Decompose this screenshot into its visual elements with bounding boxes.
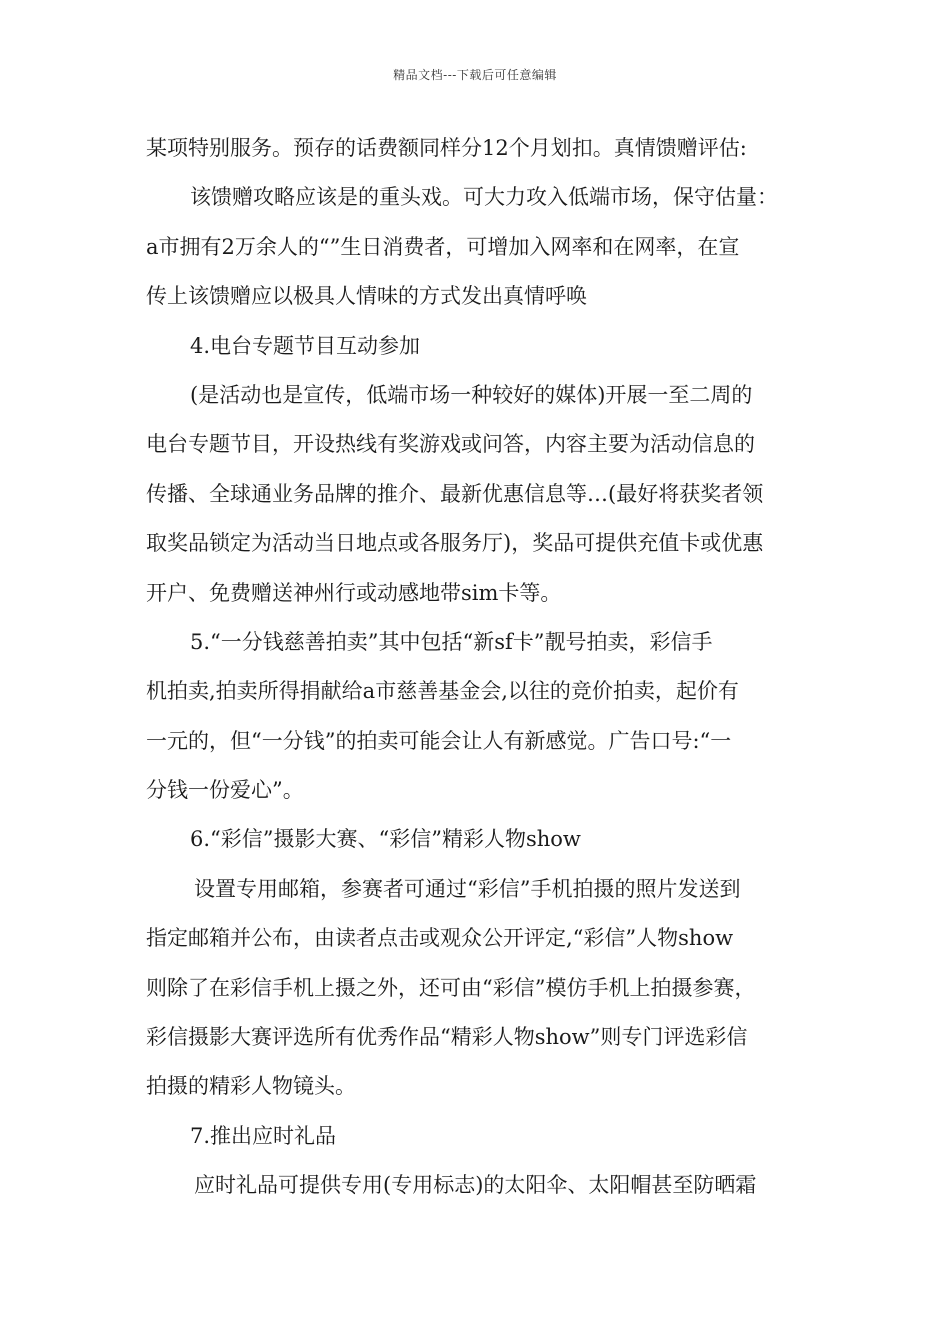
paragraph-line: 传上该馈赠应以极具人情味的方式发出真情呼唤 [146, 284, 587, 309]
paragraph-line: 应时礼品可提供专用(专用标志)的太阳伞、太阳帽甚至防晒霜 [194, 1173, 757, 1198]
document-body [146, 130, 816, 1217]
paragraph-line: 开户、免费赠送神州行或动感地带sim卡等。 [146, 580, 562, 605]
paragraph-line: 一元的，但“一分钱”的拍卖可能会让人有新感觉。广告口号:“一 [146, 728, 732, 753]
paragraph-line: 传播、全球通业务品牌的推介、最新优惠信息等…(最好将获奖者领 [146, 481, 764, 506]
paragraph-line: 取奖品锁定为活动当日地点或各服务厅)，奖品可提供充值卡或优惠 [146, 531, 764, 556]
paragraph-line: a市拥有2万余人的“”生日消费者，可增加入网率和在网率，在宣 [146, 234, 740, 259]
paragraph-line: 该馈赠攻略应该是的重头戏。可大力攻入低端市场，保守估量： [190, 185, 778, 210]
section-heading: 6.“彩信”摄影大赛、“彩信”精彩人物show [190, 827, 581, 852]
paragraph-line: 某项特别服务。预存的话费额同样分12个月划扣。真情馈赠评估: [146, 136, 747, 160]
paragraph-line: 机拍卖,拍卖所得捐献给a市慈善基金会,以往的竞价拍卖，起价有 [146, 679, 739, 704]
section-heading: 4.电台专题节目互动参加 [190, 333, 421, 358]
paragraph-line: 设置专用邮箱，参赛者可通过“彩信”手机拍摄的照片发送到 [194, 876, 741, 901]
page-header: 精品文档---下载后可任意编辑 [393, 68, 557, 82]
paragraph-line: 拍摄的精彩人物镜头。 [146, 1074, 356, 1099]
paragraph-line: 电台专题节目，开设热线有奖游戏或问答，内容主要为活动信息的 [146, 432, 755, 457]
section-heading: 7.推出应时礼品 [190, 1123, 337, 1148]
paragraph-line: 彩信摄影大赛评选所有优秀作品“精彩人物show”则专门评选彩信 [146, 1025, 748, 1050]
paragraph-line: 则除了在彩信手机上摄之外，还可由“彩信”模仿手机上拍摄参赛， [146, 975, 756, 1000]
paragraph-line: 指定邮箱并公布，由读者点击或观众公开评定,“彩信”人物show [146, 926, 734, 951]
paragraph-line: 分钱一份爱心”。 [146, 778, 304, 803]
paragraph-line: (是活动也是宣传，低端市场一种较好的媒体)开展一至二周的 [190, 382, 753, 407]
section-heading: 5.“一分钱慈善拍卖”其中包括“新sf卡”靓号拍卖，彩信手 [190, 629, 713, 654]
